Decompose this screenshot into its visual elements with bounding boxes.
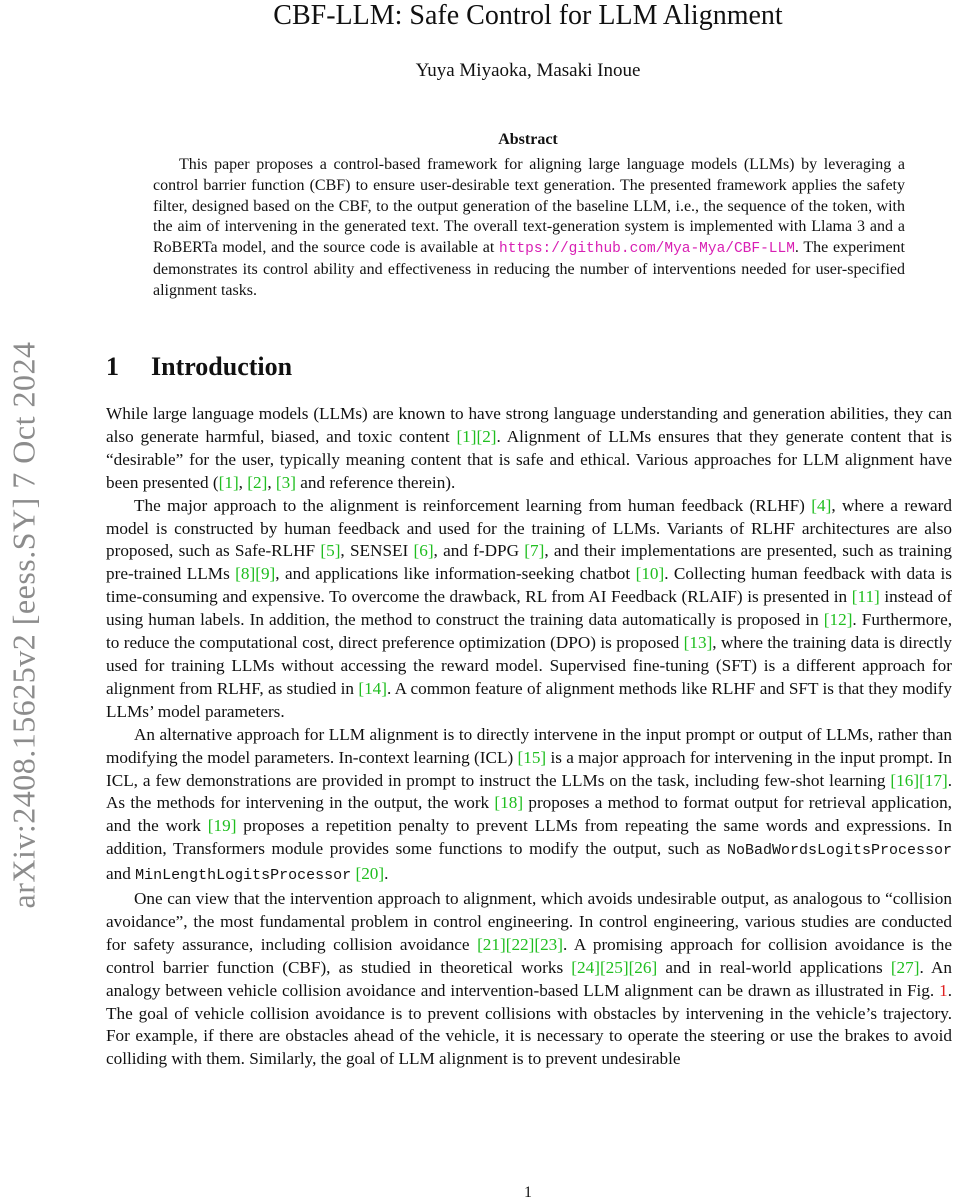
citation-link[interactable]: [17] [919,770,948,790]
citation-link[interactable]: [20] [355,864,385,884]
text-run: , [238,472,248,492]
text-run: . Collecting human feedback with data is time-consuming and expensive. To overcome the drawback, RL from AI Feedback (RLAIF) is presented in [106,564,952,607]
text-run: . As the methods for intervening in the output, the work [106,770,952,813]
citation-link[interactable]: [6] [413,541,434,561]
text-run: and in real-world applications [657,957,891,977]
abstract-text: This paper proposes a control-based framework for aligning large language models (LLMs) by leveraging a control barrier function (CBF) to ensure user-desirable text generation. The presented framework applies the safety filter, designed based on the CBF, to the output generation of the baseline LLM, i.e., the sequence of the token, with the aim of intervening in the generated text. The overall text-generation system is implemented with Llama 3 and a RoBERTa model, and the source code is available at [153,156,905,257]
text-run: instead of using human labels. In addition, the method to construct the training data automatically is proposed in [106,587,952,630]
text-run: , and their implementations are presented, such as training pre-trained LLMs [106,541,952,584]
text-run: . An analogy between vehicle collision avoidance and intervention-based LLM alignment can be drawn as illustrated in Fig. [106,957,952,1000]
text-run: The major approach to the alignment is reinforcement learning from human feedback (RLHF) [134,495,812,515]
citation-link[interactable]: [11] [851,587,880,607]
citation-link[interactable]: [23] [534,934,563,954]
citation-link[interactable]: [24] [571,957,600,977]
citation-link[interactable]: [26] [628,957,658,977]
citation-link[interactable]: [1] [456,426,477,446]
abstract-body [153,155,905,302]
citation-link[interactable]: [19] [207,816,237,836]
text-run: , SENSEI [340,541,414,561]
text-run: , [267,472,276,492]
section-body [106,403,952,1071]
text-run: proposes a method to format output for retrieval application, and the work [106,793,952,836]
text-run: and [106,864,136,884]
arxiv-sidebar [0,290,50,960]
citation-link[interactable]: [4] [811,495,832,515]
text-run: . A promising approach for collision avoidance is the control barrier function (CBF), as studied in theoretical works [106,934,953,977]
paragraph-2 [106,495,952,724]
citation-link[interactable]: [12] [823,610,853,630]
citation-link[interactable]: [8] [235,564,256,584]
paragraph-1 [106,403,952,495]
text-run: One can view that the intervention approach to alignment, which avoids undesirable output, as analogous to “collision avoidance”, the most fundamental problem in control engineering. In control engineering, various studies are conducted for safety assurance, including collision avoidance [106,889,952,954]
text-run: . A common feature of alignment methods like RLHF and SFT is that they modify LLMs’ model parameters. [106,678,952,721]
text-run: . Alignment of LLMs ensures that they generate content that is “desirable” for the user, typically meaning content that is safe and ethical. Various approaches for LLM alignment have been presented ( [106,426,952,492]
citation-link[interactable]: [2] [247,472,268,492]
text-run: proposes a repetition penalty to prevent LLMs from repeating the same words and expressions. In addition, Transformers module provides some functions to modify the output, such as [106,816,952,859]
citation-link[interactable]: [2] [476,426,497,446]
paper-authors: Yuya Miyaoka, Masaki Inoue [415,60,641,81]
page-number: 1 [524,1184,532,1201]
citation-link[interactable]: [14] [358,678,387,698]
paper-title: CBF-LLM: Safe Control for LLM Alignment [273,0,783,31]
citation-link[interactable]: [7] [524,541,545,561]
citation-link[interactable]: [5] [320,541,341,561]
figure-reference-link[interactable]: 1 [939,980,948,1000]
citation-link[interactable]: [13] [683,633,713,653]
paragraph-3 [106,724,952,888]
text-run: , and f-DPG [433,541,525,561]
text-run: . The goal of vehicle collision avoidance is to prevent collisions with obstacles by intervening in the vehicle’s trajectory. For example, if there are obstacles ahead of the vehicle, it is necessary to operate the steering or use the brakes to avoid colliding with them. Similarly, the goal of LLM alignment is to prevent undesirable [106,980,952,1069]
citation-link[interactable]: [18] [494,793,524,813]
citation-link[interactable]: [21] [477,934,506,954]
text-run: and reference therein). [295,472,456,492]
code-identifier: NoBadWordsLogitsProcessor [726,842,952,860]
citation-link[interactable]: [22] [505,934,535,954]
citation-link[interactable]: [16] [890,770,920,790]
citation-link[interactable]: [27] [890,957,920,977]
text-run: , where the training data is directly used for training LLMs without accessing the reward model. Supervised fine-tuning (SFT) is a different approach for alignment from RLHF, as studied in [106,633,953,698]
text-run: . Furthermore, to reduce the computational cost, direct preference optimization (DPO) is proposed [106,610,952,653]
text-run: . [384,864,389,884]
citation-link[interactable]: [9] [255,564,276,584]
text-run: An alternative approach for LLM alignment is to directly intervene in the input prompt or output of LLMs, rather than modifying the model parameters. In-context learning (ICL) [106,724,952,767]
citation-link[interactable]: [10] [635,564,665,584]
paragraph-4 [106,888,952,1071]
abstract-text-end: . The experiment demonstrates its control ability and effectiveness in reducing the number of interventions needed for user-specified alignment tasks. [153,239,905,299]
citation-link[interactable]: [1] [218,472,239,492]
section-title: Introduction [151,352,293,381]
section-heading [106,352,292,382]
text-run: , and applications like information-seeking chatbot [275,564,636,584]
arxiv-identifier: arXiv:2408.15625v2 [eess.SY] 7 Oct 2024 [5,341,42,909]
text-run: is a major approach for intervening in the input prompt. In ICL, a few demonstrations are provided in prompt to instruct the LLMs on the task, including few-shot learning [106,747,952,790]
citation-link[interactable]: [25] [599,957,629,977]
source-code-link[interactable]: https://github.com/Mya-Mya/CBF-LLM [499,241,795,258]
text-run: , where a reward model is constructed by human feedback and used for the training of LLMs. Variants of RLHF architectures are also proposed, such as Safe-RLHF [106,495,952,561]
citation-link[interactable]: [15] [517,747,547,767]
abstract-heading: Abstract [498,131,558,148]
code-identifier: MinLengthLogitsProcessor [135,867,352,885]
section-number: 1 [106,352,119,381]
citation-link[interactable]: [3] [275,472,296,492]
text-run: While large language models (LLMs) are known to have strong language understanding and generation abilities, they can also generate harmful, biased, and toxic content [106,404,952,446]
